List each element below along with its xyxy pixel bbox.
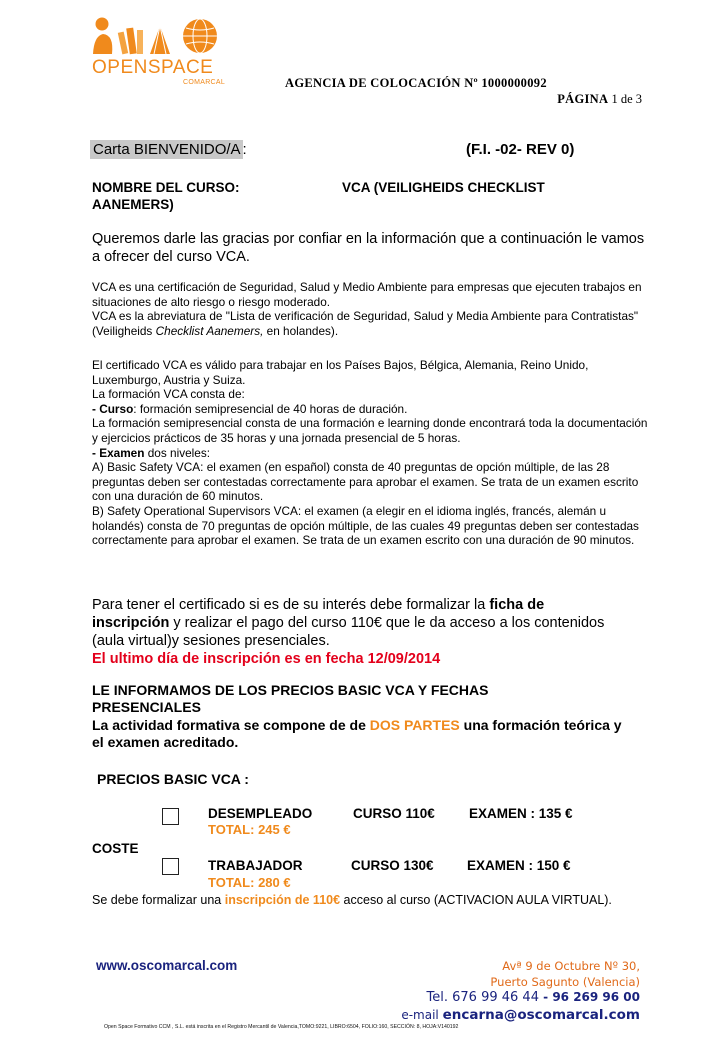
unemployed-total: TOTAL: 245 €: [208, 822, 291, 837]
vca-description: [92, 280, 652, 338]
unemployed-who: DESEMPLEADO: [208, 806, 313, 821]
unemployed-course-price: CURSO 110€: [353, 806, 435, 821]
course-desc: : formación semipresencial de 40 horas de duración.: [133, 401, 408, 416]
logo-graphic-icon: [90, 14, 230, 60]
course-heading: [92, 179, 612, 213]
vca-abbr-text: VCA es la abreviatura de "Lista de verificación de Seguridad, Salud y Media Ambiente para Contratistas" (Veiligheids: [92, 309, 639, 338]
logo-subtext: COMARCAL: [183, 79, 226, 86]
address: [490, 958, 640, 990]
form-code: (F.I. -02- REV 0): [466, 141, 575, 158]
activity-text-a: La actividad formativa se compone de de: [92, 717, 370, 733]
letter-title-colon: :: [242, 141, 247, 158]
formation-intro: La formación VCA consta de:: [92, 387, 245, 402]
legal-notice: Open Space Formativo CCM , S.L. está inscrita en el Registro Mercantil de Valencia,TOMO:9221, LIBRO:6504, FOLIO:160, SECCIÓN: 8, HOJA:V140192: [104, 1024, 459, 1030]
exam-level-b: B) Safety Operational Supervisors VCA: el examen (a elegir en el idioma inglés, francés, alemán u holandés) consta de 70 preguntas de opción múltiple, de las cuales 49 preguntas deben ser contestadas correctamente para aprobar el examen. Se trata de un examen escrito con una duración de 90 minutos.: [92, 503, 639, 548]
certificate-details: [92, 358, 652, 548]
worker-who: TRABAJADOR: [208, 858, 303, 873]
enrollment-fee: inscripción de 110€: [224, 893, 341, 907]
agency-title: AGENCIA DE COLOCACIÓN Nº 1000000092: [285, 76, 547, 90]
address-line-2: Puerto Sagunto (Valencia): [490, 975, 640, 989]
email-address[interactable]: encarna@oscomarcal.com: [442, 1007, 640, 1023]
exam-level-a: A) Basic Safety VCA: el examen (en español) consta de 40 preguntas de opción múltiple, de las 28 preguntas deben ser contestadas correctamente para aprobar el examen. Se trata de un examen escrito con una duración de 60 minutos.: [92, 460, 639, 504]
address-line-1: Avª 9 de Octubre Nº 30,: [502, 959, 640, 973]
countries-text: El certificado VCA es válido para trabajar en los Países Bajos, Bélgica, Alemania, Reino Unido, Luxemburgo, Austria y Suiza.: [92, 358, 589, 387]
vca-abbr-italic: Checklist Aanemers,: [155, 323, 264, 338]
page-label: PÁGINA: [557, 92, 609, 106]
vca-abbr-end: en holandes).: [263, 323, 339, 338]
vca-description-b: [92, 309, 652, 338]
worker-checkbox[interactable]: [162, 858, 179, 875]
exam-desc: dos niveles:: [144, 445, 211, 460]
course-line: [92, 402, 652, 417]
letter-title-highlight: Carta BIENVENIDO/A: [90, 140, 243, 159]
vca-description-a: VCA es una certificación de Seguridad, Salud y Medio Ambiente para empresas que ejecuten trabajos en situaciones de alto riesgo o riesgo moderado.: [92, 280, 642, 309]
unemployed-exam-price: EXAMEN : 135 €: [469, 806, 573, 821]
course-label: NOMBRE DEL CURSO:: [92, 180, 240, 195]
page-number: 1: [611, 92, 618, 106]
course-bold: - Curso: [92, 401, 134, 416]
registration-text-a: Para tener el certificado si es de su interés debe formalizar la: [92, 597, 490, 613]
phone-secondary: - 96 269 96 00: [538, 990, 640, 1004]
deadline-text: El ultimo día de inscripción es en fecha 12/09/2014: [92, 651, 441, 667]
enrollment-note-a: Se debe formalizar una: [92, 893, 225, 907]
activity-text-b: una formación teórica y el examen acreditado.: [92, 717, 622, 750]
page-total: de 3: [620, 92, 642, 106]
course-name-cont: AANEMERS): [92, 197, 174, 212]
course-name: VCA (VEILIGHEIDS CHECKLIST: [342, 180, 545, 195]
registration-paragraph: [92, 596, 612, 668]
activity-highlight: DOS PARTES: [369, 717, 460, 733]
activity-description: [92, 717, 632, 751]
semipresencial-text: La formación semipresencial consta de una formación e learning donde encontrará toda la documentación y ejercicios prácticos de 35 horas y una jornada presencial de 5 horas.: [92, 416, 648, 445]
intro-paragraph: Queremos darle las gracias por confiar en la información que a continuación le vamos a ofrecer del curso VCA.: [92, 231, 645, 265]
exam-line: [92, 446, 652, 461]
letter-title: [90, 141, 247, 158]
website-link[interactable]: www.oscomarcal.com: [96, 958, 238, 973]
email-label: e-mail: [401, 1008, 443, 1022]
exam-bold: - Examen: [92, 445, 145, 460]
registration-text-b: y realizar el pago del curso 110€ que le da acceso a los contenidos (aula virtual)y sesiones presenciales.: [92, 615, 605, 649]
enrollment-note-b: acceso al curso (ACTIVACION AULA VIRTUAL).: [340, 893, 612, 907]
cost-label: COSTE: [92, 841, 139, 856]
prices-title: PRECIOS BASIC VCA :: [97, 771, 249, 787]
page-indicator: [557, 92, 642, 107]
enrollment-note: [92, 893, 632, 908]
prices-info-heading: LE INFORMAMOS DE LOS PRECIOS BASIC VCA Y FECHAS PRESENCIALES: [92, 682, 489, 715]
email: [401, 1007, 640, 1023]
worker-exam-price: EXAMEN : 150 €: [467, 858, 571, 873]
worker-course-price: CURSO 130€: [351, 858, 434, 873]
phone-numbers: [427, 990, 640, 1005]
unemployed-checkbox[interactable]: [162, 808, 179, 825]
registration-form-link: ficha de inscripción: [92, 597, 545, 631]
phone-primary: Tel. 676 99 46 44: [426, 990, 539, 1005]
company-logo: [90, 14, 230, 94]
worker-total: TOTAL: 280 €: [208, 875, 291, 890]
logo-text: OPENSPACE: [92, 57, 214, 78]
